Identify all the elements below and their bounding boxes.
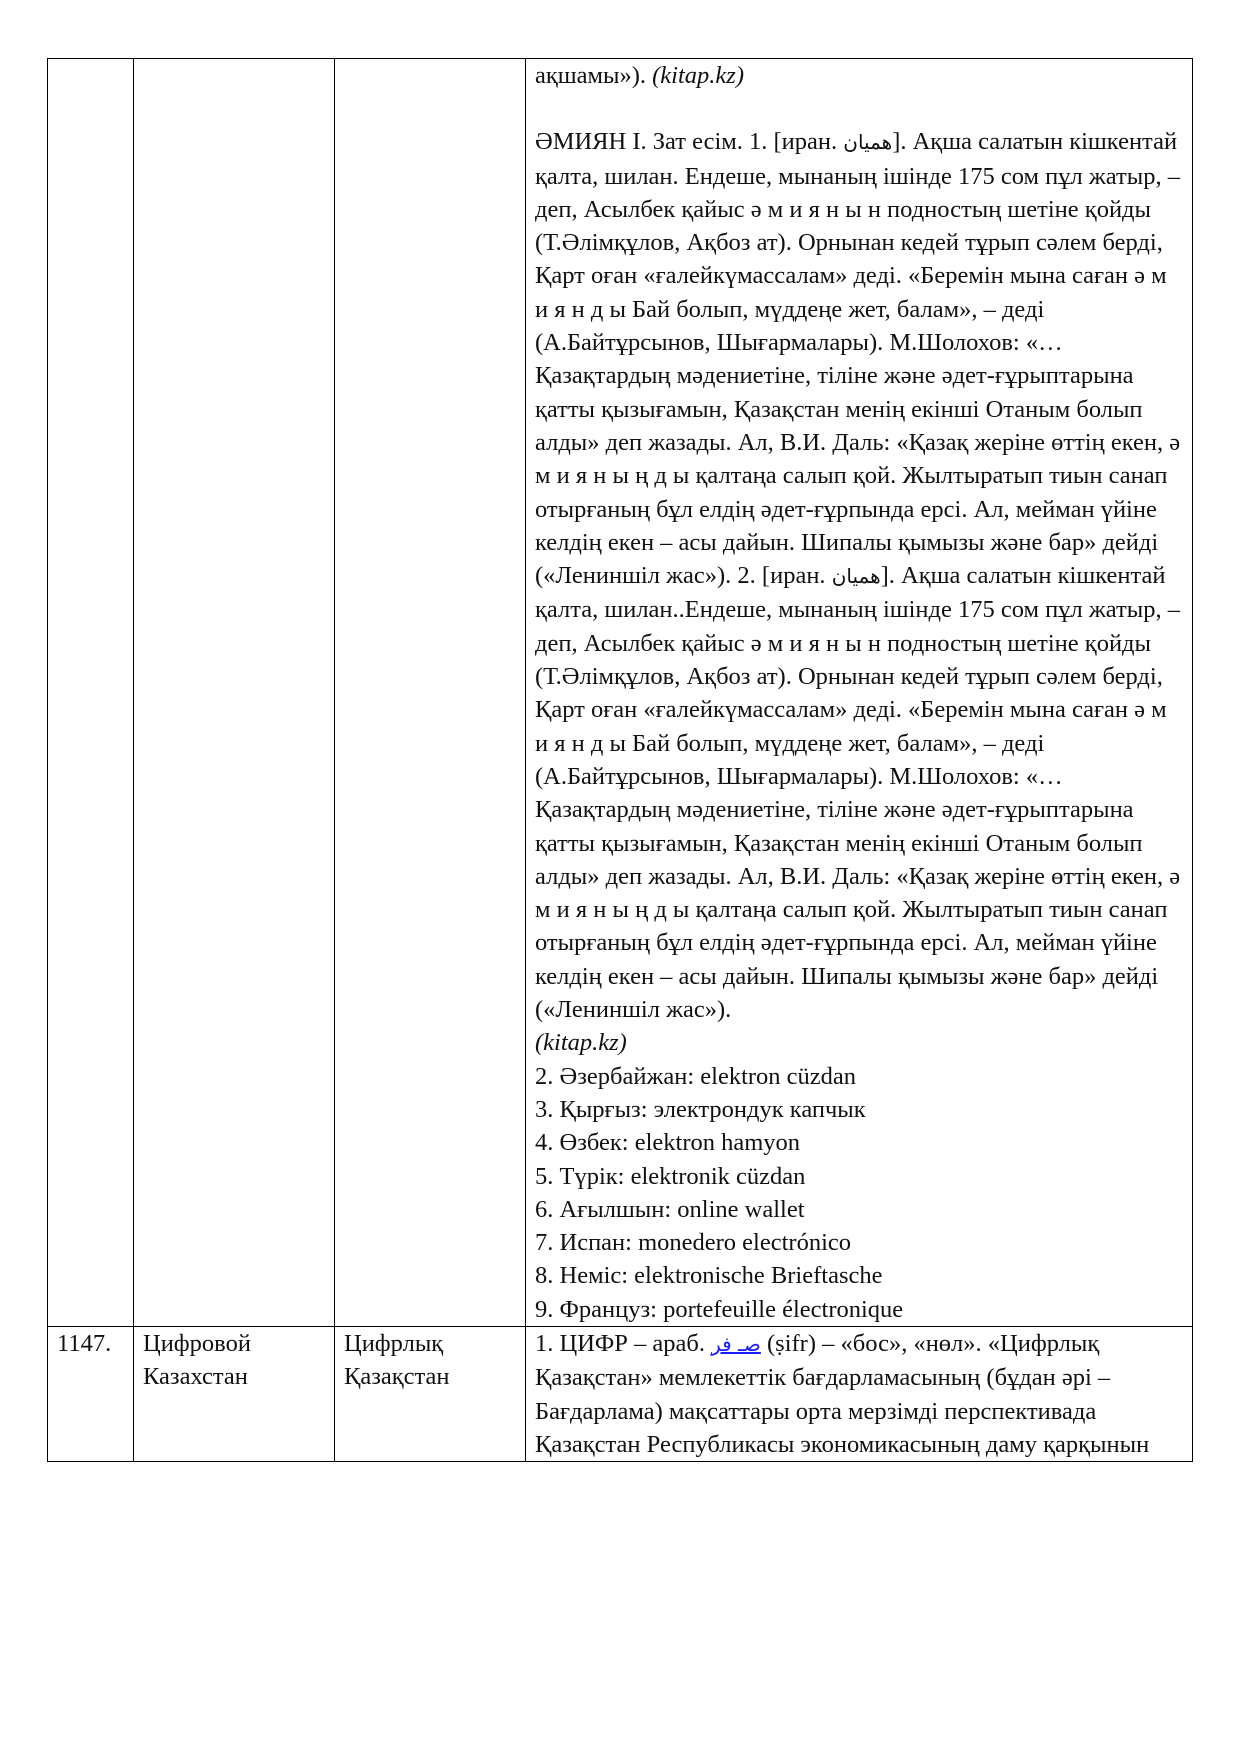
translation-item: 7. Испан: monedero electrónico [535, 1229, 852, 1257]
definition-cell [526, 1326, 1193, 1461]
source-label: (kitap.kz) [652, 62, 744, 89]
translation-item: 2. Әзербайжан: elektron cüzdan [535, 1062, 857, 1090]
continued-text: ақшамы»). (kitap.kz) [535, 62, 744, 89]
number-cell [48, 59, 134, 1327]
arabic-word-2: هميان [831, 564, 881, 589]
arabic-word: هميان [843, 130, 893, 155]
definition-paragraph: ӘМИЯН I. Зат есім. 1. [иран. هميان]. Ақша салатын кішкентай қалта, шилан. Ендеше, мынаның ішінде 175 сом пұл жатыр, – деп, Асылбек қайыс ә м и я н ы н подностың шетіне қойды (Т.Әлімқұлов, Ақбоз ат). Орнынан кедей тұрып сәлем берді, Қарт оған «ғалейкүмассалам» деді. «Беремін мына саған ә м и я н д ы Бай болып, мүддеңе жет, балам», – деді (А.Байтұрсынов, Шығармалары). М.Шолохов: «…Қазақтардың мәдениетіне, тіліне және әдет-ғұрыптарына қатты қызығамын, Қазақстан менің екінші Отаным болып алды» деп жазады. Ал, В.И. Даль: «Қазақ жеріне өттің екен, ә м и я н ы ң д ы қалтаңа салып қой. Жылтыратып тиын санап отырғаның бұл елдің әдет-ғұрпында ерсі. Ал, мейман үйіне келдің екен – асы дайын. Шипалы қымызы және бар» дейді («Лениншіл жас»). 2. [иран. هميان]. Ақша салатын кішкентай қалта, шилан..Ендеше, мынаның ішінде 175 сом пұл жатыр, – деп, Асылбек қайыс ә м и я н ы н подностың шетіне қойды (Т.Әлімқұлов, Ақбоз ат). Орнынан кедей тұрып сәлем берді, Қарт оған «ғалейкүмассалам» деді. «Беремін мына саған ә м и я н д ы Бай болып, мүддеңе жет, балам», – деді (А.Байтұрсынов, Шығармалары). М.Шолохов: «…Қазақтардың мәдениетіне, тіліне және әдет-ғұрыптарына қатты қызығамын, Қазақстан менің екінші Отаным болып алды» деп жазады. Ал, В.И. Даль: «Қазақ жеріне өттің екен, ә м и я н ы ң д ы қалтаңа салып қой. Жылтыратып тиын санап отырғаның бұл елдің әдет-ғұрпында ерсі. Ал, мейман үйіне келдің екен – асы дайын. Шипалы қымызы және бар» дейді («Лениншіл жас»). [535, 128, 1181, 1024]
translation-item: 8. Неміс: elektronische Brieftasche [535, 1262, 883, 1290]
table-row [48, 1326, 1193, 1461]
dictionary-table [47, 58, 1193, 1462]
kazakh-term-cell [335, 59, 526, 1327]
translation-item: 9. Француз: portefeuille électronique [535, 1295, 904, 1323]
definition-source: (kitap.kz) [535, 1029, 627, 1057]
translation-item: 5. Түрік: elektronik cüzdan [535, 1162, 806, 1190]
russian-term-cell: Цифровой Казахстан [134, 1326, 335, 1461]
arabic-link[interactable]: صـ فر [711, 1331, 761, 1356]
translation-item: 3. Қырғыз: электрондук капчык [535, 1095, 866, 1123]
russian-term-cell [134, 59, 335, 1327]
kazakh-term-cell: Цифрлық Қазақстан [335, 1326, 526, 1461]
translation-item: 4. Өзбек: elektron hamyon [535, 1129, 801, 1157]
number-cell: 1147. [48, 1326, 134, 1461]
definition-cell [526, 59, 1193, 1327]
table-row [48, 59, 1193, 1327]
definition-paragraph: 1. ЦИФР – араб. صـ فر (ṣifr) – «бос», «нөл». «Цифрлық Қазақстан» мемлекеттік бағдарламасының (бұдан әрі – Бағдарлама) мақсаттары орта мерзімді перспективада Қазақстан Республикасы экономикасының даму қарқынын [535, 1329, 1150, 1458]
translation-item: 6. Ағылшын: online wallet [535, 1195, 805, 1223]
